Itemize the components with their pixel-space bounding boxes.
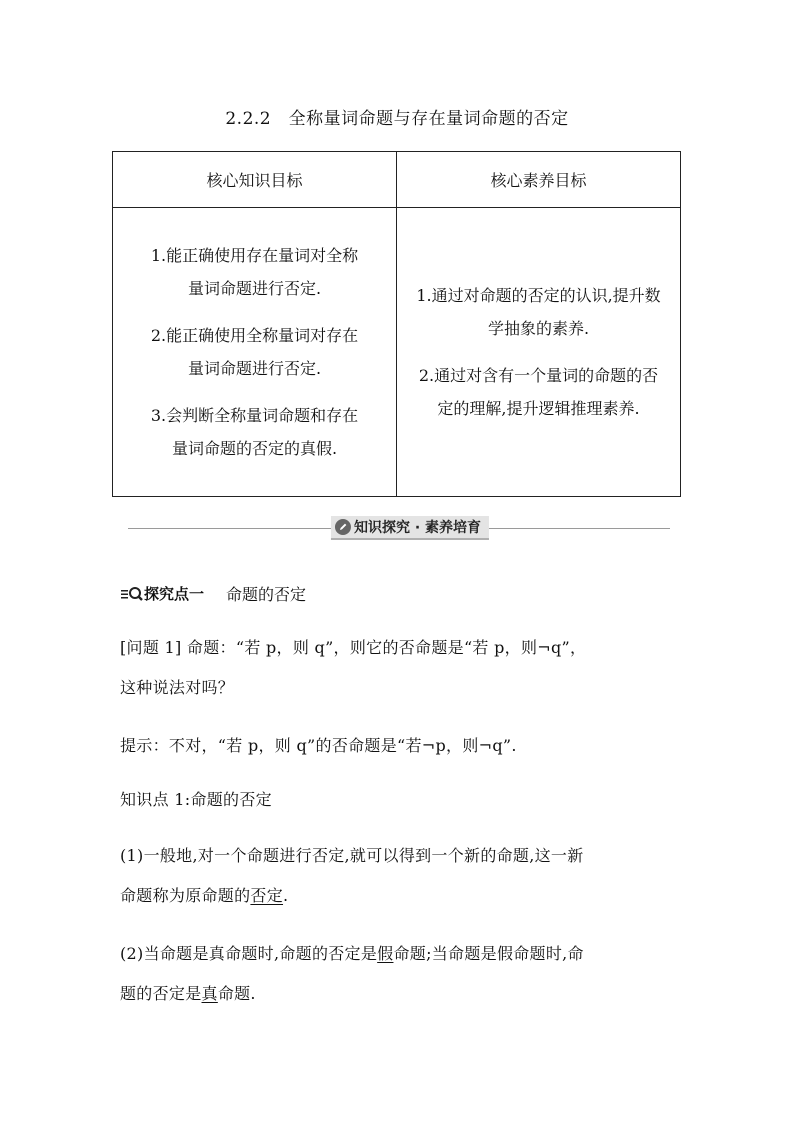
banner-text: 知识探究 · 素养培育: [353, 520, 482, 536]
literacy-goal-1: 1.通过对命题的否定的认识,提升数 学抽象的素养.: [416, 286, 661, 338]
magnifier-icon: [120, 586, 144, 602]
knowledge-goal-2: 2.能正确使用全称量词对存在 量词命题进行否定.: [150, 326, 359, 378]
goals-table: [112, 151, 681, 497]
answer-blank-true: 真: [201, 984, 218, 1003]
answer-blank-false: 假: [377, 944, 394, 963]
table-row: [113, 208, 681, 497]
header-knowledge-goals: 核心知识目标: [113, 152, 397, 208]
section-banner: [128, 516, 670, 540]
section-label: 探究点一: [120, 583, 204, 604]
knowledge-point-1: (1)一般地,对一个命题进行否定,就可以得到一个新的命题,这一新 命题称为原命题的否定.: [120, 846, 584, 905]
answer-blank-negation: 否定: [250, 886, 284, 905]
banner-tag: [331, 516, 489, 540]
knowledge-point-title: 知识点 1:命题的否定: [120, 790, 272, 809]
literacy-goal-2: 2.通过对含有一个量词的命题的否 定的理解,提升逻辑推理素养.: [418, 366, 659, 418]
section-title: 命题的否定: [226, 585, 307, 604]
pencil-icon: [335, 519, 351, 535]
hint-paragraph: 提示：不对，“若 p，则 q”的否命题是“若¬p，则¬q”.: [120, 736, 517, 755]
section-heading: [120, 582, 306, 605]
table-header-row: [113, 152, 681, 208]
knowledge-goal-1: 1.能正确使用存在量词对全称 量词命题进行否定.: [150, 246, 359, 298]
knowledge-goal-3: 3.会判断全称量词命题和存在 量词命题的否定的真假.: [150, 406, 359, 458]
knowledge-goals-cell: [113, 208, 397, 497]
header-literacy-goals: 核心素养目标: [397, 152, 681, 208]
page-title: 2.2.2 全称量词命题与存在量词命题的否定: [225, 109, 569, 129]
knowledge-point-2: (2)当命题是真命题时,命题的否定是假命题;当命题是假命题时,命 题的否定是真命题.: [120, 944, 584, 1003]
question-paragraph: [问题 1] 命题：“若 p，则 q”，则它的否命题是“若 p，则¬q”， 这种说法对吗？: [120, 638, 587, 697]
literacy-goals-cell: [397, 208, 681, 497]
